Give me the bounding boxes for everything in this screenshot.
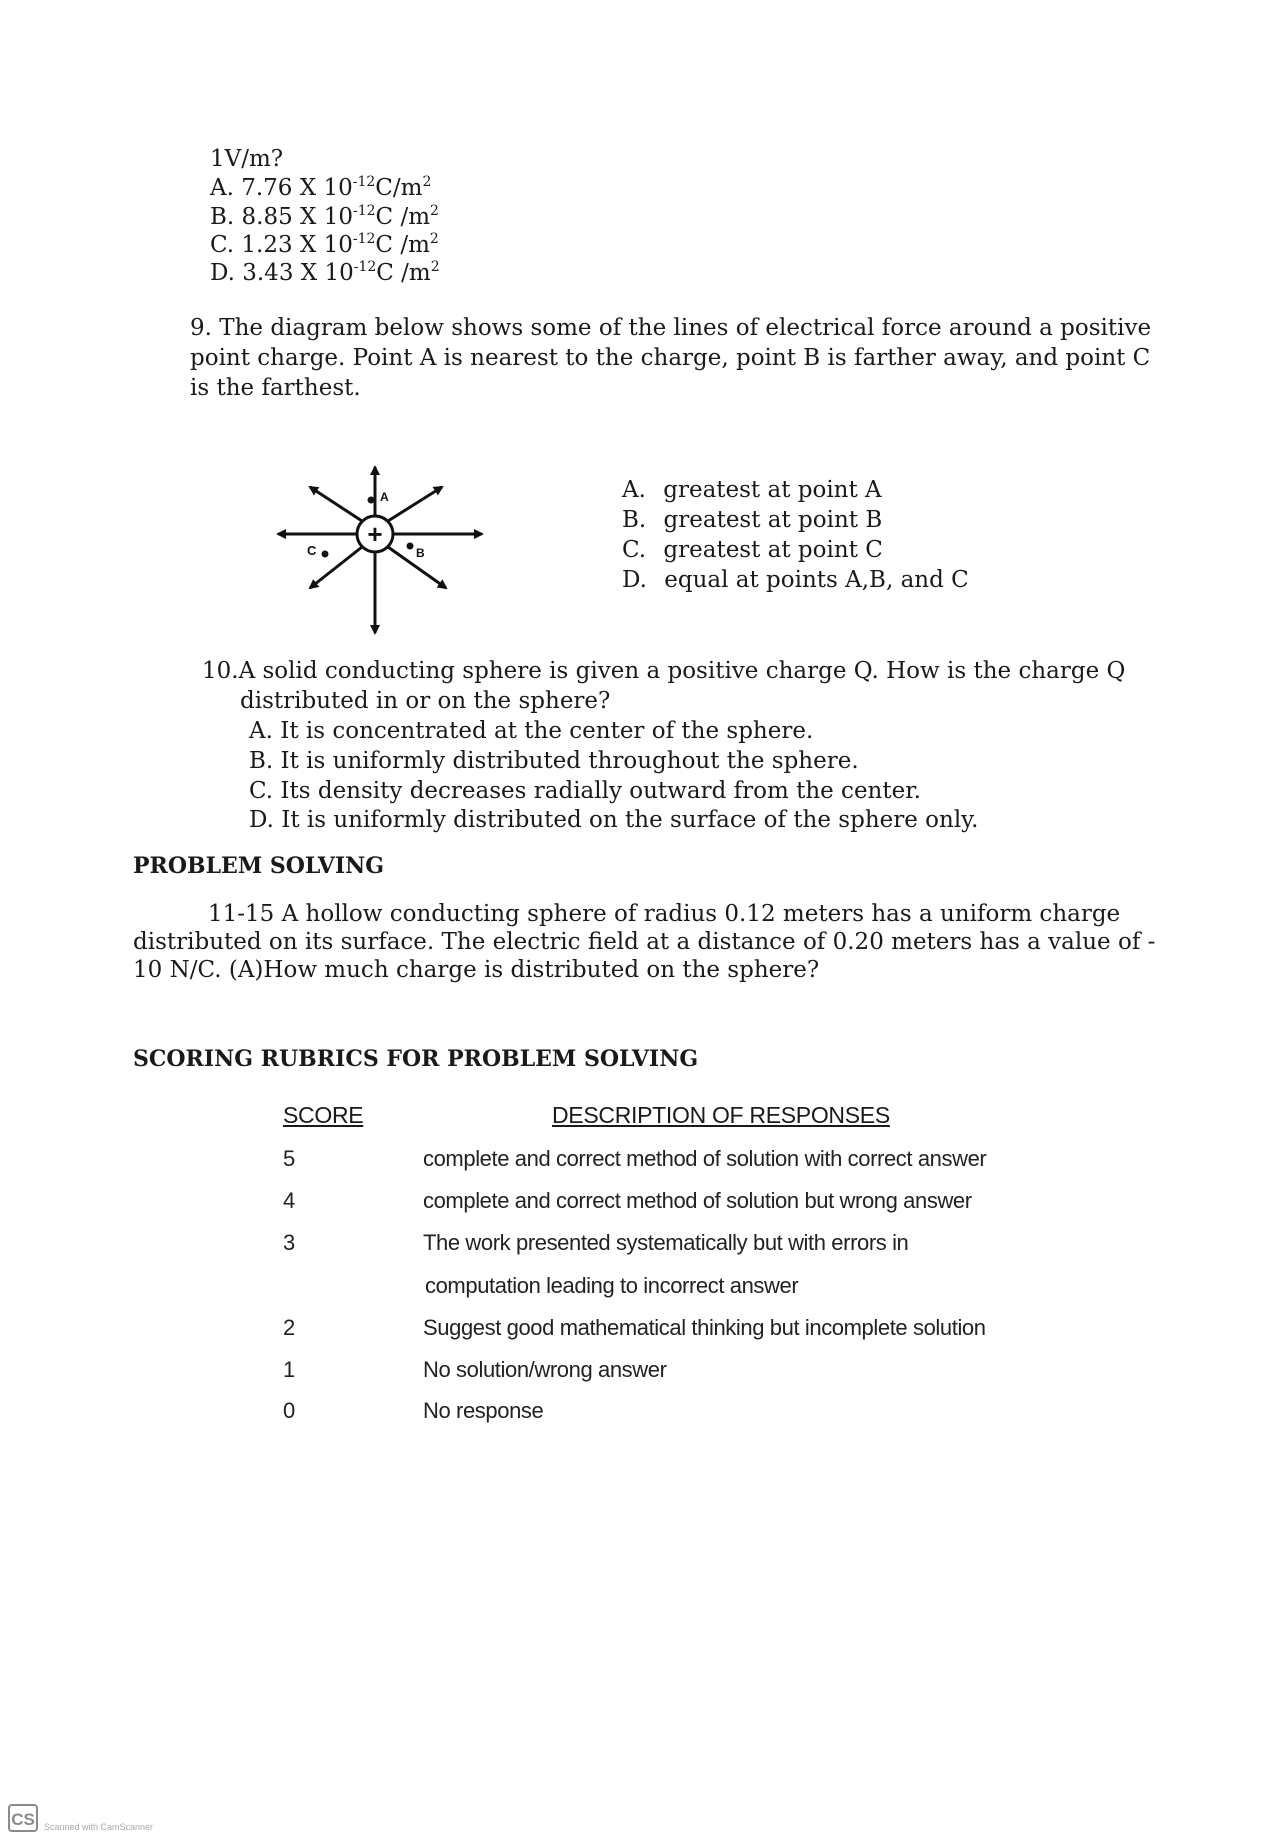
problem-line-2: distributed on its surface. The electric field at a distance of 0.20 meters has a value of - [133,929,1156,955]
rubric-description: No response [423,1398,544,1423]
q8-option-d: D. 3.43 X $10^{-12}C$ $/m^2$ [210,259,440,286]
camscanner-logo-icon: CS [8,1804,38,1832]
q8-option-a: A. 7.76 X $10^{-12}C/m^2$ [210,174,432,201]
field-line-down-left [310,547,362,588]
q9-line-1: 9. The diagram below shows some of the lines of electrical force around a positive [190,315,1152,341]
q10-line-1: 10.A solid conducting sphere is given a positive charge Q. How is the charge Q [202,658,1126,684]
point-a-dot [368,497,375,504]
q8-option-b: B. 8.85 X $10^{-12}C$ $/m^2$ [210,203,439,230]
q9-option-c: C. greatest at point C [622,537,883,563]
point-c-dot [322,551,329,558]
scanner-watermark-text: Scanned with CamScanner [44,1822,154,1832]
rubrics-heading: SCORING RUBRICS FOR PROBLEM SOLVING [133,1046,699,1072]
rubric-description: No solution/wrong answer [423,1357,667,1382]
q10-option-a: A. It is concentrated at the center of the sphere. [249,718,814,744]
point-b-label: B [416,546,425,560]
q10-option-d: D. It is uniformly distributed on the surface of the sphere only. [249,807,979,833]
charge-symbol: + [367,519,383,549]
q10-option-b: B. It is uniformly distributed throughout the sphere. [249,748,859,774]
q9-option-b: B. greatest at point B [622,507,883,533]
rubric-description: complete and correct method of solution with correct answer [423,1146,987,1171]
problem-solving-heading: PROBLEM SOLVING [133,853,385,879]
problem-line-3: 10 N/C. (A)How much charge is distributed on the sphere? [133,957,820,983]
rubrics-description-header: DESCRIPTION OF RESPONSES [552,1102,890,1128]
rubric-score: 1 [283,1357,295,1382]
q9-option-d: D. equal at points A,B, and C [622,567,969,593]
rubric-description: complete and correct method of solution but wrong answer [423,1188,972,1213]
q8-stem-end: 1V/m? [210,146,284,172]
rubrics-score-header: SCORE [283,1102,364,1128]
point-a-label: A [380,490,389,504]
q8-option-c: C. 1.23 X $10^{-12}C$ $/m^2$ [210,231,439,258]
rubric-score: 2 [283,1315,295,1340]
field-line-up-left [310,487,362,521]
point-b-dot [407,543,414,550]
field-line-up-right [388,487,442,521]
rubric-score: 0 [283,1398,295,1423]
q10-option-c: C. Its density decreases radially outward from the center. [249,778,921,804]
field-lines-diagram [270,460,500,640]
rubric-score: 5 [283,1146,295,1171]
q9-line-3: is the farthest. [190,375,361,401]
q9-option-a: A. greatest at point A [622,477,882,503]
rubric-description: computation leading to incorrect answer [425,1273,799,1298]
point-c-label: C [307,543,317,558]
q9-line-2: point charge. Point A is nearest to the charge, point B is farther away, and point C [190,345,1151,371]
rubric-description: Suggest good mathematical thinking but incomplete solution [423,1315,986,1340]
problem-line-1: 11-15 A hollow conducting sphere of radius 0.12 meters has a uniform charge [208,901,1121,927]
rubric-description: The work presented systematically but with errors in [423,1230,909,1255]
rubric-score: 3 [283,1230,295,1255]
q10-line-2: distributed in or on the sphere? [240,688,611,714]
rubric-score: 4 [283,1188,295,1213]
